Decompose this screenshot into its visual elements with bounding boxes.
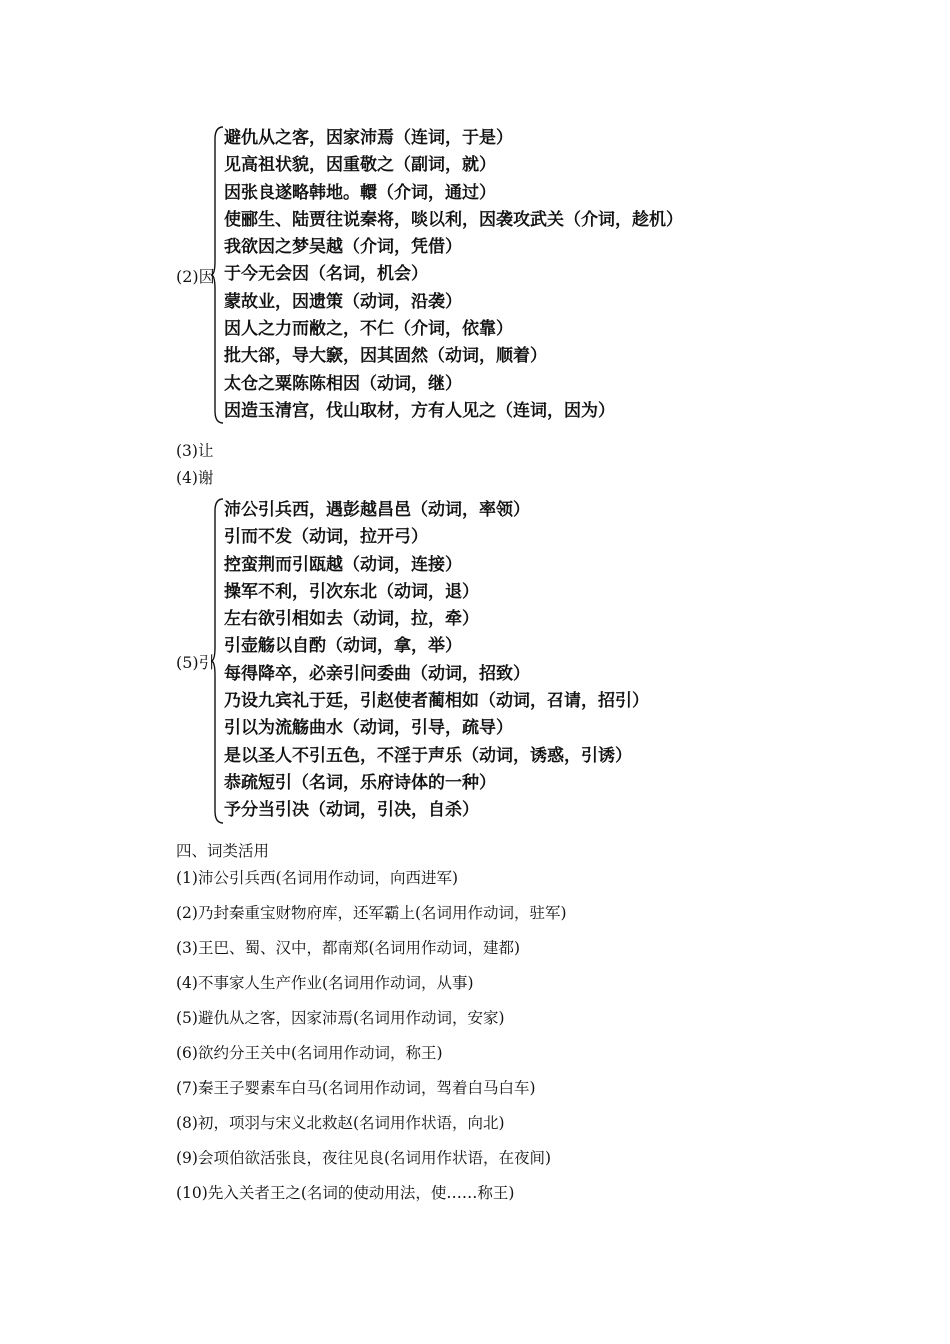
list-item: 沛公引兵西，遇彭越昌邑（动词，率领） xyxy=(224,500,530,520)
item-rang: (3)让 xyxy=(176,442,214,460)
list-item: (10)先入关者王之(名词的使动用法，使……称王) xyxy=(176,1184,515,1202)
list-item: 每得降卒，必亲引问委曲（动词，招致） xyxy=(224,663,530,684)
group-yin-list xyxy=(224,125,683,425)
section-heading: 四、词类活用 xyxy=(176,842,270,860)
list-item: 恭疏短引（名词，乐府诗体的一种） xyxy=(224,772,496,793)
list-item: 使郦生、陆贾往说秦将，啖以利，因袭攻武关（介词，趁机） xyxy=(224,209,683,230)
brace-left xyxy=(210,497,224,825)
list-item: 左右欲引相如去（动词，拉，牵） xyxy=(224,609,479,630)
list-item: 引而不发（动词，拉开弓） xyxy=(224,527,428,548)
list-item: 是以圣人不引五色，不淫于声乐（动词，诱惑，引诱） xyxy=(224,745,632,766)
group-yin2-list xyxy=(224,497,649,825)
group-yin-label: (2)因 xyxy=(176,267,215,286)
list-item: 引以为流觞曲水（动词，引导，疏导） xyxy=(224,718,513,739)
list-item: 因造玉清宫，伐山取材，方有人见之（连词，因为） xyxy=(224,400,615,421)
list-item: (5)避仇从之客，因家沛焉(名词用作动词，安家) xyxy=(176,1009,505,1027)
list-item: 蒙故业，因遗策（动词，沿袭） xyxy=(224,291,462,312)
item-xie: (4)谢 xyxy=(176,469,214,487)
list-item: (8)初，项羽与宋义北救赵(名词用作状语，向北) xyxy=(176,1114,505,1132)
group-yin2 xyxy=(176,497,736,825)
list-item: (1)沛公引兵西(名词用作动词，向西进军) xyxy=(176,869,459,887)
list-item: 我欲因之梦吴越（介词，凭借） xyxy=(224,237,462,258)
list-item: 避仇从之客，因家沛焉（连词，于是） xyxy=(224,128,513,148)
list-item: (6)欲约分王关中(名词用作动词，称王) xyxy=(176,1044,443,1062)
list-item: (7)秦王子婴素车白马(名词用作动词，驾着白马白车) xyxy=(176,1079,536,1097)
list-item: 因张良遂略韩地。轘（介词，通过） xyxy=(224,182,496,203)
list-item: (4)不事家人生产作业(名词用作动词，从事) xyxy=(176,974,474,992)
list-item: (2)乃封秦重宝财物府库，还军霸上(名词用作动词，驻军) xyxy=(176,904,567,922)
list-item: (9)会项伯欲活张良，夜往见良(名词用作状语，在夜间) xyxy=(176,1149,552,1167)
list-item: 于今无会因（名词，机会） xyxy=(224,264,428,285)
list-item: 因人之力而敝之，不仁（介词，依靠） xyxy=(224,319,513,340)
list-item: 予分当引决（动词，引决，自杀） xyxy=(224,800,479,821)
brace-left xyxy=(210,125,224,425)
group-yin xyxy=(176,125,736,425)
list-item: 操军不利，引次东北（动词，退） xyxy=(224,581,479,602)
list-item: 批大郤，导大窾，因其固然（动词，顺着） xyxy=(224,346,547,367)
list-item: 引壶觞以自酌（动词，拿，举） xyxy=(224,636,462,657)
list-item: 太仓之粟陈陈相因（动词，继） xyxy=(224,373,462,394)
group-yin2-label: (5)引 xyxy=(176,653,215,672)
list-item: 见高祖状貌，因重敬之（副词，就） xyxy=(224,155,496,176)
list-item: (3)王巴、蜀、汉中，都南郑(名词用作动词，建都) xyxy=(176,939,521,957)
list-item: 乃设九宾礼于廷，引赵使者蔺相如（动词，召请，招引） xyxy=(224,691,649,712)
list-item: 控蛮荆而引瓯越（动词，连接） xyxy=(224,554,462,575)
